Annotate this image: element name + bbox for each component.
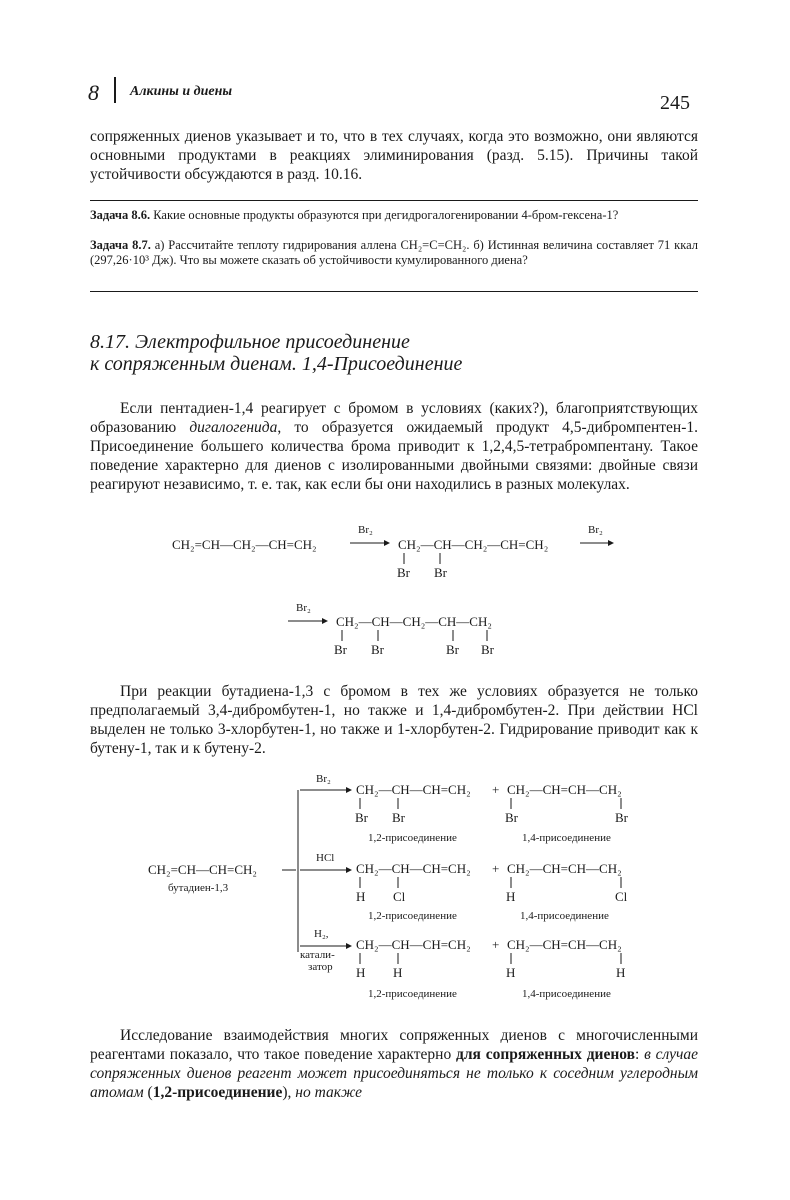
- para3-bold-a: для сопряженных диенов: [456, 1046, 636, 1063]
- substituent: H: [506, 965, 516, 980]
- reactant-name: бутадиен-1,3: [168, 882, 229, 894]
- product-1-2-h2: CH₂—CH—CH=CH₂: [356, 937, 471, 952]
- page-number: 245: [660, 92, 690, 114]
- section-title: [90, 331, 698, 375]
- problems-top-rule: [90, 200, 698, 201]
- scheme-butadiene-additions: [0, 768, 790, 1008]
- label-1-4-addition: 1,4-присоединение: [520, 910, 609, 922]
- label-1-4-addition: 1,4-присоединение: [522, 832, 611, 844]
- reagent-hcl: HCl: [316, 852, 335, 864]
- bond-lines: [402, 553, 442, 565]
- label-1-4-addition: 1,4-присоединение: [522, 988, 611, 1000]
- substituent: Br: [481, 642, 494, 657]
- product-1-2-hcl: CH₂—CH—CH=CH₂: [356, 861, 471, 876]
- reaction-arrow: [580, 538, 614, 548]
- plus-sign: +: [492, 861, 500, 876]
- reagent-catalyst-a: катали-: [300, 949, 335, 961]
- label-1-2-addition: 1,2-присоединение: [368, 832, 457, 844]
- para3-bold-b: 1,2-присоединение: [152, 1084, 283, 1101]
- substituent: H: [616, 965, 626, 980]
- paragraph-conjugated-dienes: [90, 1026, 698, 1102]
- paragraph-isolated-dienes: [90, 399, 698, 494]
- plus-sign: +: [492, 782, 500, 797]
- para3-text-d: ),: [282, 1084, 296, 1101]
- header-divider: [114, 77, 116, 103]
- reactant-butadiene: CH₂=CH—CH=CH₂: [148, 862, 257, 877]
- reagent-br2: Br₂: [296, 602, 311, 614]
- substituent: H: [356, 889, 366, 904]
- problem-8-7: [90, 238, 698, 268]
- substituent: Br: [434, 565, 447, 580]
- para1-text-a: Если пентадиен-1,4 реагирует с бромом в условиях (каких?), благоприятствующих образованию: [90, 400, 698, 436]
- problem-8-6: [90, 208, 698, 223]
- para3-text-b: :: [635, 1046, 645, 1063]
- bond-lines: [340, 630, 490, 642]
- substituent: Cl: [393, 889, 406, 904]
- problems-bottom-rule: [90, 291, 698, 292]
- substituent: Br: [505, 810, 518, 825]
- plus-sign: +: [492, 937, 500, 952]
- substituent: H: [356, 965, 366, 980]
- bond-lines: [356, 877, 656, 889]
- chapter-number: 8: [88, 80, 99, 105]
- para1-text-b: , то образуется ожидаемый продукт 4,5-дибромпентен-1. Присоединение большего количества брома приводит к 1,2,4,5-тетрабромпентану. Такое поведение характерно для диенов с изолированными двойными связями: двойные связи реагируют независимо, т. е. так, как если бы они находились в разных молекулах.: [90, 419, 699, 493]
- substituent: Br: [446, 642, 459, 657]
- reagent-br2: Br₂: [358, 524, 373, 536]
- substituent: H: [506, 889, 516, 904]
- problem-text: а) Рассчитайте теплоту гидрирования аллена CH₂=C=CH₂. б) Истинная величина составляет 71 ккал (297,26·10³ Дж). Что вы можете сказать об устойчивости кумулированного диена?: [90, 238, 698, 267]
- section-title-line2: к сопряженным диенам. 1,4-Присоединение: [90, 353, 463, 375]
- reagent-br2: Br₂: [588, 524, 603, 536]
- product-1-2-br: CH₂—CH—CH=CH₂: [356, 782, 471, 797]
- para3-text-c: (: [143, 1084, 153, 1101]
- substituent: Br: [355, 810, 368, 825]
- intro-paragraph: сопряженных диенов указывает и то, что в тех случаях, когда это возможно, они являются основными продуктами в реакциях элиминирования (разд. 5.15). Причины такой устойчивости обсуждаются в разд. 10.16.: [90, 128, 698, 183]
- scheme-pentadiene-bromination: [0, 520, 790, 660]
- product-1-4-br: CH₂—CH=CH—CH₂: [507, 782, 622, 797]
- bond-lines: [356, 953, 656, 965]
- reagent-catalyst-b: затор: [308, 961, 333, 973]
- substituent: Br: [334, 642, 347, 657]
- paragraph-butadiene: При реакции бутадиена-1,3 с бромом в тех же условиях образуется не только предполагаемый 3,4-дибромбутен-1, но также и 1,4-дибромбутен-2. При действии HCl выделен не только 3-хлорбутен-1, но также и 1-хлорбутен-2. Гидрирование приводит как к бутену-1, так и к бутену-2.: [90, 683, 698, 757]
- label-1-2-addition: 1,2-присоединение: [368, 988, 457, 1000]
- substituent: H: [393, 965, 403, 980]
- reaction-arrow: [288, 616, 328, 626]
- product-dibromopentene: CH₂—CH—CH₂—CH=CH₂: [398, 537, 549, 552]
- product-1-4-hcl: CH₂—CH=CH—CH₂: [507, 861, 622, 876]
- problem-text: Какие основные продукты образуются при дегидрогалогенировании 4-бром-гексена-1?: [153, 208, 619, 222]
- product-1-4-h2: CH₂—CH=CH—CH₂: [507, 937, 622, 952]
- problem-label: Задача 8.7.: [90, 238, 151, 252]
- chapter-title: Алкины и диены: [130, 84, 233, 99]
- para3-italic-a: в случае сопряженных диенов реагент может присоединяться не только к соседним углеродным атомам: [90, 1046, 699, 1101]
- substituent: Br: [371, 642, 384, 657]
- substituent: Br: [392, 810, 405, 825]
- section-title-line1: 8.17. Электрофильное присоединение: [90, 331, 410, 353]
- reactant-pentadiene: CH₂=CH—CH₂—CH=CH₂: [172, 537, 317, 552]
- problem-label: Задача 8.6.: [90, 208, 151, 222]
- substituent: Br: [615, 810, 628, 825]
- product-tetrabromopentane: CH₂—CH—CH₂—CH—CH₂: [336, 614, 492, 629]
- substituent: Br: [397, 565, 410, 580]
- reagent-h2: H₂,: [314, 928, 329, 940]
- reaction-arrow: [350, 538, 390, 548]
- substituent: Cl: [615, 889, 628, 904]
- para1-italic-term: дигалогенида: [189, 419, 278, 436]
- reagent-br2: Br₂: [316, 773, 331, 785]
- para3-italic-b: но также: [295, 1084, 363, 1101]
- label-1-2-addition: 1,2-присоединение: [368, 910, 457, 922]
- para3-text-a: Исследование взаимодействия многих сопряженных диенов с многочисленными реагентами показало, что такое поведение характерно: [90, 1027, 698, 1063]
- bond-lines: [356, 798, 656, 810]
